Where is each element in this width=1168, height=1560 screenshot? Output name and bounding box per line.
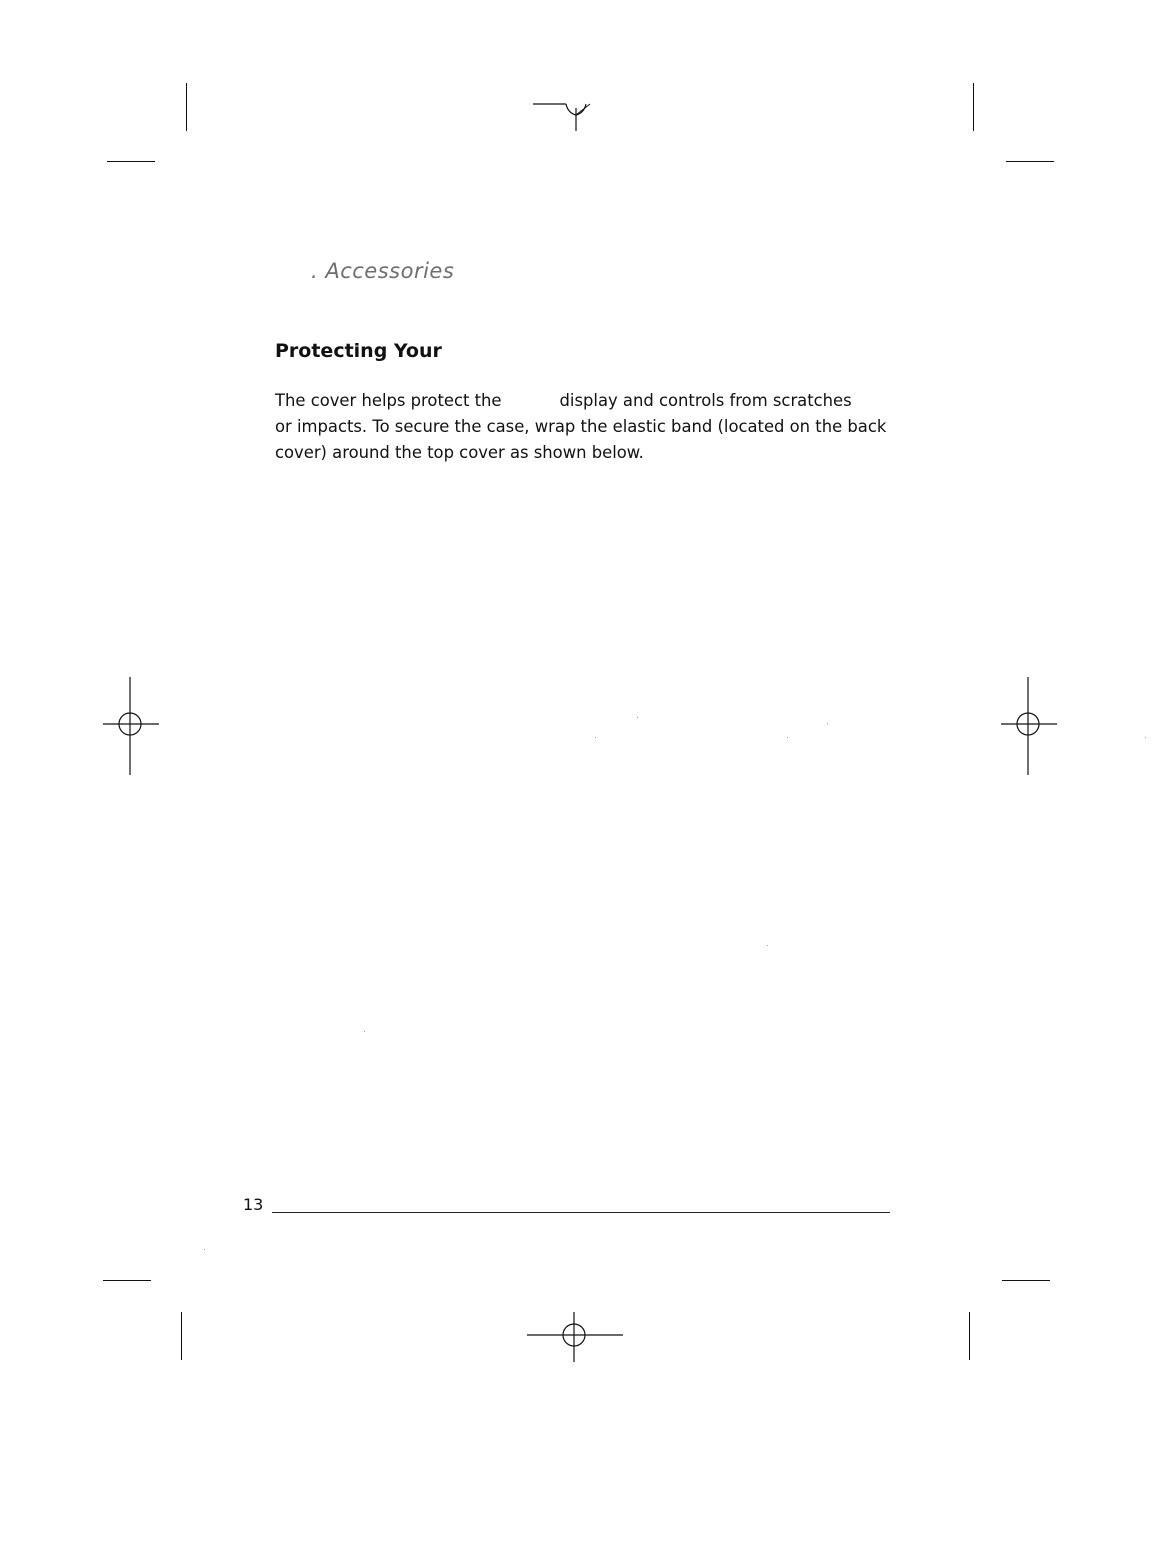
body-line-1-start: The cover helps protect the: [275, 391, 502, 410]
crop-mark-bottom-right-horizontal: [1002, 1280, 1050, 1281]
speck: [767, 945, 768, 946]
crop-mark-bottom-right-vertical: [969, 1312, 970, 1360]
body-line-1-end: display and controls from scratches: [559, 391, 852, 410]
speck: [787, 737, 788, 738]
registration-mark-top: [530, 95, 600, 135]
registration-mark-bottom: [527, 1310, 623, 1362]
page-number: 13: [243, 1195, 264, 1214]
body-line-2: or impacts. To secure the case, wrap the elastic band (located on the back: [275, 417, 887, 436]
speck: [595, 737, 596, 738]
body-paragraph: [275, 388, 915, 466]
footer-rule: [272, 1212, 890, 1213]
crop-mark-bottom-left-horizontal: [103, 1280, 151, 1281]
crop-mark-top-right-vertical: [973, 83, 974, 131]
speck: [1145, 737, 1146, 738]
speck: [364, 1031, 365, 1032]
crop-mark-top-left-horizontal: [107, 161, 155, 162]
section-label: . Accessories: [311, 259, 455, 283]
speck: [637, 717, 638, 718]
registration-mark-right: [1001, 677, 1057, 775]
section-heading: Protecting Your: [275, 340, 442, 362]
crop-mark-top-right-horizontal: [1006, 161, 1054, 162]
body-line-1: [275, 388, 915, 414]
speck: [827, 723, 828, 724]
registration-mark-left: [103, 677, 159, 775]
crop-mark-top-left-vertical: [186, 83, 187, 131]
crop-mark-bottom-left-vertical: [181, 1312, 182, 1360]
body-line-3: cover) around the top cover as shown below.: [275, 443, 644, 462]
speck: [204, 1249, 205, 1250]
